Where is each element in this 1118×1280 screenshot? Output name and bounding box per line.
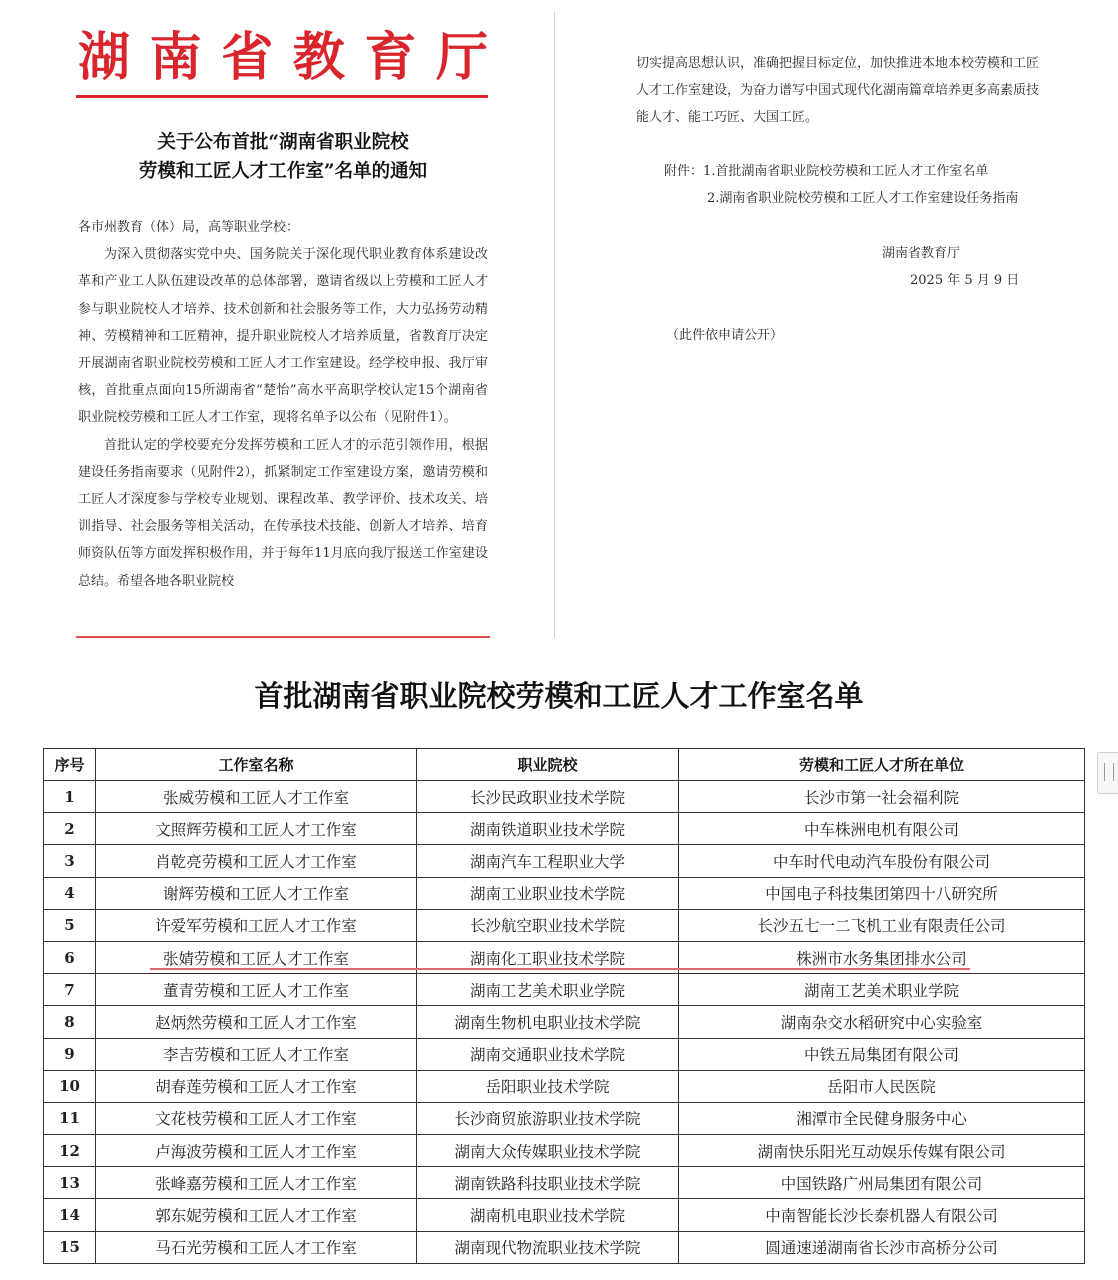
bottom-red-rule	[76, 636, 490, 638]
header-studio: 工作室名称	[96, 749, 417, 781]
cell-school: 湖南工艺美术职业学院	[417, 974, 679, 1006]
table-row	[44, 1167, 1085, 1199]
cell-studio: 赵炳然劳模和工匠人才工作室	[96, 1006, 417, 1038]
cell-no: 8	[44, 1006, 96, 1038]
body-paragraph: 为深入贯彻落实党中央、国务院关于深化现代职业教育体系建设改革和产业工人队伍建设改革的总体部署，邀请省级以上劳模和工匠人才参与职业院校人才培养、技术创新和社会服务等工作，大力弘扬劳动精神、劳模精神和工匠精神，提升职业院校人才培养质量，省教育厅决定开展湖南省职业院校劳模和工匠人才工作室建设。经学校申报、我厅审核，首批重点面向15所湖南省“楚怡”高水平高职学校认定15个湖南省职业院校劳模和工匠人才工作室，现将名单予以公布（见附件1）。	[78, 247, 488, 426]
row-underline-annotation	[150, 968, 970, 970]
table-row	[44, 1135, 1085, 1167]
notice-title	[78, 128, 488, 186]
cell-school: 湖南现代物流职业技术学院	[417, 1231, 679, 1263]
cell-studio: 肖乾亮劳模和工匠人才工作室	[96, 845, 417, 877]
page-divider	[554, 12, 555, 638]
public-note: （此件依申请公开）	[666, 328, 784, 343]
cell-unit: 湖南杂交水稻研究中心实验室	[679, 1006, 1085, 1038]
table-row	[44, 1070, 1085, 1102]
cell-school: 湖南汽车工程职业大学	[417, 845, 679, 877]
header-unit: 劳模和工匠人才所在单位	[679, 749, 1085, 781]
cell-school: 湖南交通职业技术学院	[417, 1038, 679, 1070]
cell-studio: 张威劳模和工匠人才工作室	[96, 781, 417, 813]
notice-page-2	[636, 50, 1048, 131]
table-row	[44, 845, 1085, 877]
cell-unit: 中车时代电动汽车股份有限公司	[679, 845, 1085, 877]
table-row	[44, 1038, 1085, 1070]
continuation-paragraph: 切实提高思想认识，准确把握目标定位，加快推进本地本校劳模和工匠人才工作室建设，为奋力谱写中国式现代化湖南篇章培养更多高素质技能人才、能工巧匠、大国工匠。	[636, 56, 1040, 125]
table-row	[44, 1102, 1085, 1134]
cell-unit: 湖南快乐阳光互动娱乐传媒有限公司	[679, 1135, 1085, 1167]
body-paragraph: 首批认定的学校要充分发挥劳模和工匠人才的示范引领作用，根据建设任务指南要求（见附件2），抓紧制定工作室建设方案，邀请劳模和工匠人才深度参与学校专业规划、课程改革、教学评价、技术攻关、培训指导、社会服务等相关活动，在传承技术技能、创新人才培养、培育师资队伍等方面发挥积极作用，并于每年11月底向我厅报送工作室建设总结。希望各地各职业院校	[78, 437, 488, 589]
cell-school: 湖南生物机电职业技术学院	[417, 1006, 679, 1038]
letterhead-red-rule	[76, 95, 488, 98]
cell-no: 12	[44, 1135, 96, 1167]
cell-no: 14	[44, 1199, 96, 1231]
cell-studio: 张峰嘉劳模和工匠人才工作室	[96, 1167, 417, 1199]
cell-studio: 郭东妮劳模和工匠人才工作室	[96, 1199, 417, 1231]
letterhead-char: 育	[364, 26, 417, 88]
letterhead-char: 省	[221, 26, 274, 88]
cell-unit: 圆通速递湖南省长沙市高桥分公司	[679, 1231, 1085, 1263]
cell-unit: 中铁五局集团有限公司	[679, 1038, 1085, 1070]
cell-no: 7	[44, 974, 96, 1006]
table-row	[44, 877, 1085, 909]
letterhead-char: 教	[292, 26, 345, 88]
studio-list-table	[43, 748, 1084, 1264]
cell-unit: 中国铁路广州局集团有限公司	[679, 1167, 1085, 1199]
letterhead-char: 南	[149, 26, 202, 88]
cell-no: 11	[44, 1102, 96, 1134]
header-school: 职业院校	[417, 749, 679, 781]
table-row	[44, 813, 1085, 845]
salutation: 各市州教育（体）局，高等职业学校：	[78, 220, 300, 235]
cell-no: 3	[44, 845, 96, 877]
panel-icon	[1104, 763, 1114, 781]
table-row	[44, 909, 1085, 941]
table-header-row	[44, 749, 1085, 781]
attachment-item: 附件：1.首批湖南省职业院校劳模和工匠人才工作室名单	[664, 164, 989, 179]
cell-no: 5	[44, 909, 96, 941]
notice-title-line: 关于公布首批“湖南省职业院校	[157, 132, 409, 153]
table-row	[44, 974, 1085, 1006]
cell-school: 湖南大众传媒职业技术学院	[417, 1135, 679, 1167]
cell-school: 湖南铁路科技职业技术学院	[417, 1167, 679, 1199]
cell-studio: 张婧劳模和工匠人才工作室	[96, 941, 417, 973]
cell-school: 湖南工业职业技术学院	[417, 877, 679, 909]
cell-school: 长沙商贸旅游职业技术学院	[417, 1102, 679, 1134]
cell-no: 6	[44, 941, 96, 973]
table-row	[44, 1199, 1085, 1231]
side-panel-tab[interactable]	[1097, 752, 1118, 794]
attachment-item: 2.湖南省职业院校劳模和工匠人才工作室建设任务指南	[707, 191, 1019, 206]
cell-unit: 长沙五七一二飞机工业有限责任公司	[679, 909, 1085, 941]
letterhead	[78, 22, 488, 88]
cell-studio: 文照辉劳模和工匠人才工作室	[96, 813, 417, 845]
sign-date: 2025 年 5 月 9 日	[910, 273, 1020, 288]
cell-no: 9	[44, 1038, 96, 1070]
cell-studio: 文花枝劳模和工匠人才工作室	[96, 1102, 417, 1134]
notice-title-line: 劳模和工匠人才工作室”名单的通知	[138, 161, 428, 182]
cell-studio: 谢辉劳模和工匠人才工作室	[96, 877, 417, 909]
list-title: 首批湖南省职业院校劳模和工匠人才工作室名单	[254, 679, 864, 713]
table-row	[44, 1231, 1085, 1263]
cell-unit: 长沙市第一社会福利院	[679, 781, 1085, 813]
cell-unit: 中国电子科技集团第四十八研究所	[679, 877, 1085, 909]
cell-unit: 中车株洲电机有限公司	[679, 813, 1085, 845]
cell-studio: 李吉劳模和工匠人才工作室	[96, 1038, 417, 1070]
cell-studio: 董青劳模和工匠人才工作室	[96, 974, 417, 1006]
cell-school: 湖南铁道职业技术学院	[417, 813, 679, 845]
cell-studio: 卢海波劳模和工匠人才工作室	[96, 1135, 417, 1167]
table-body	[44, 781, 1085, 1264]
cell-school: 岳阳职业技术学院	[417, 1070, 679, 1102]
attachments	[664, 158, 1018, 212]
header-no: 序号	[44, 749, 96, 781]
cell-school: 长沙民政职业技术学院	[417, 781, 679, 813]
table-row	[44, 1006, 1085, 1038]
cell-no: 2	[44, 813, 96, 845]
cell-no: 10	[44, 1070, 96, 1102]
notice-body	[78, 214, 488, 595]
cell-no: 1	[44, 781, 96, 813]
cell-unit: 中南智能长沙长泰机器人有限公司	[679, 1199, 1085, 1231]
cell-school: 湖南化工职业技术学院	[417, 941, 679, 973]
table	[43, 748, 1085, 1264]
cell-studio: 马石光劳模和工匠人才工作室	[96, 1231, 417, 1263]
cell-school: 湖南机电职业技术学院	[417, 1199, 679, 1231]
signer: 湖南省教育厅	[882, 246, 961, 261]
cell-unit: 株洲市水务集团排水公司	[679, 941, 1085, 973]
cell-school: 长沙航空职业技术学院	[417, 909, 679, 941]
cell-no: 4	[44, 877, 96, 909]
cell-no: 15	[44, 1231, 96, 1263]
cell-no: 13	[44, 1167, 96, 1199]
letterhead-char: 厅	[435, 26, 488, 88]
cell-unit: 岳阳市人民医院	[679, 1070, 1085, 1102]
cell-unit: 湘潭市全民健身服务中心	[679, 1102, 1085, 1134]
letterhead-char: 湖	[78, 26, 131, 88]
cell-unit: 湖南工艺美术职业学院	[679, 974, 1085, 1006]
cell-studio: 许爱军劳模和工匠人才工作室	[96, 909, 417, 941]
cell-studio: 胡春莲劳模和工匠人才工作室	[96, 1070, 417, 1102]
table-row	[44, 781, 1085, 813]
